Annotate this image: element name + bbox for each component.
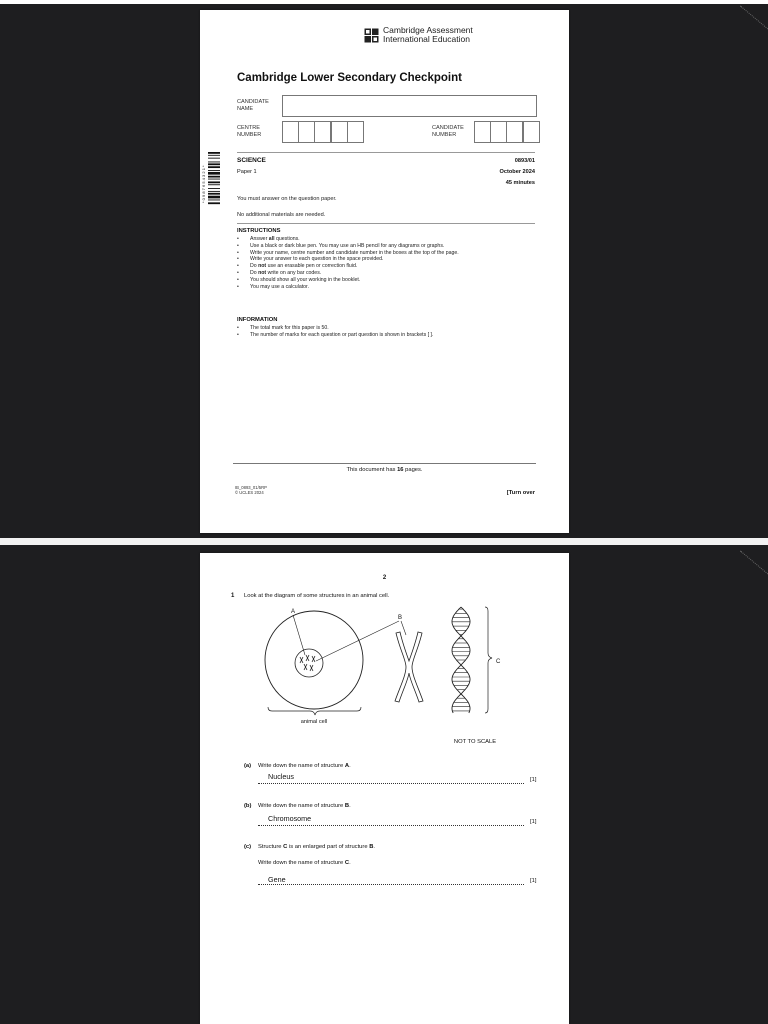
- barcode-bar: [208, 158, 220, 159]
- instruction-item: • Write your name, centre number and candidate number in the boxes at the top of the page.: [237, 250, 459, 257]
- cambridge-shield-icon: [364, 28, 379, 43]
- instruction-item: • Answer all questions.: [237, 236, 459, 243]
- answer-line[interactable]: [258, 783, 524, 784]
- instruction-item: • Write your answer to each question in the space provided.: [237, 256, 459, 263]
- barcode-bar: [208, 184, 220, 185]
- candidate-name-field[interactable]: [282, 95, 537, 117]
- cambridge-logo: [364, 26, 473, 44]
- no-materials-note: No additional materials are needed.: [237, 212, 326, 218]
- barcode-bar: [208, 152, 220, 154]
- cell-brace: [268, 707, 361, 715]
- information-item: • The total mark for this paper is 50.: [237, 325, 433, 332]
- exam-title: Cambridge Lower Secondary Checkpoint: [237, 72, 462, 84]
- information-heading: INFORMATION: [237, 317, 278, 323]
- answer-on-paper-note: You must answer on the question paper.: [237, 196, 337, 202]
- label-b-pointer-1: [316, 621, 399, 661]
- page-count-note: [200, 467, 569, 473]
- digit-box[interactable]: [490, 121, 507, 143]
- page-separator: [0, 0, 768, 4]
- nucleus: [295, 649, 323, 677]
- barcode-digits: [201, 150, 207, 218]
- logo-line-2: International Education: [383, 34, 470, 44]
- cell-caption: animal cell: [300, 719, 328, 725]
- part-label: (a): [244, 763, 252, 769]
- chromosomes-in-nucleus: [300, 655, 315, 671]
- digit-box[interactable]: [282, 121, 299, 143]
- exam-duration: 45 minutes: [505, 180, 535, 186]
- barcode-bar: [208, 176, 220, 178]
- mark-allocation: [1]: [530, 819, 537, 825]
- mark-allocation: [1]: [530, 878, 537, 884]
- candidate-name-label: CANDIDATE NAME: [237, 99, 269, 112]
- footer-divider: [233, 463, 536, 464]
- part-question-text: Structure C is an enlarged part of structure B.: [258, 844, 375, 850]
- chromosome: [395, 632, 423, 702]
- barcode: [208, 152, 220, 216]
- question-page: [200, 553, 569, 1024]
- answer-text[interactable]: Gene: [268, 875, 286, 884]
- cover-page: [200, 10, 569, 533]
- label-a: A: [291, 609, 296, 615]
- instruction-item: • You may use a calculator.: [237, 284, 459, 291]
- part-label: (b): [244, 803, 252, 809]
- mark-allocation: [1]: [530, 777, 537, 783]
- turn-over-note: [Turn over: [506, 490, 535, 496]
- digit-box[interactable]: [523, 121, 540, 143]
- label-b-pointer-2: [401, 621, 406, 635]
- part-label: (c): [244, 844, 252, 850]
- centre-number-label: CENTRE NUMBER: [237, 125, 262, 138]
- instruction-item: • Use a black or dark blue pen. You may use an HB pencil for any diagrams or graphs.: [237, 243, 459, 250]
- label-b: B: [398, 615, 403, 621]
- barcode-bar: [208, 196, 220, 199]
- information-item: • The number of marks for each question or part question is shown in brackets [ ].: [237, 332, 433, 339]
- barcode-bar: [208, 200, 220, 201]
- barcode-bar: [208, 172, 220, 175]
- page-separator: [0, 538, 768, 545]
- label-c: C: [496, 659, 501, 665]
- question-number: 1: [231, 593, 235, 599]
- copyright: © UCLES 2024: [235, 490, 264, 496]
- barcode-bar: [208, 188, 220, 189]
- barcode-bar: [208, 162, 220, 163]
- instruction-item: • Do not use an erasable pen or correction fluid.: [237, 263, 459, 270]
- divider: [237, 223, 535, 224]
- barcode-bar: [208, 170, 220, 171]
- page-number: 2: [382, 575, 387, 581]
- page-count-pre: This document has: [346, 467, 398, 473]
- page-count-post: pages.: [403, 467, 423, 473]
- brace-c: [485, 607, 492, 713]
- exam-date: October 2024: [499, 169, 535, 175]
- answer-line[interactable]: [258, 825, 524, 826]
- barcode-bar: [208, 179, 220, 180]
- instruction-item: • You should show all your working in the booklet.: [237, 277, 459, 284]
- part-question-text: Write down the name of structure A.: [258, 763, 351, 769]
- paper-number: Paper 1: [237, 169, 257, 175]
- barcode-bar: [208, 202, 220, 204]
- digit-box[interactable]: [298, 121, 315, 143]
- information-list: [237, 325, 433, 339]
- dna-double-helix: [452, 607, 470, 713]
- question-text: Look at the diagram of some structures in an animal cell.: [244, 593, 390, 599]
- document-code: IB_0893_01/5RP: [235, 485, 267, 490]
- document-codes: [235, 485, 267, 495]
- candidate-number-label: CANDIDATE NUMBER: [432, 125, 464, 138]
- digit-box[interactable]: [331, 121, 348, 143]
- barcode-bar: [208, 155, 220, 156]
- candidate-number-field[interactable]: [474, 121, 539, 143]
- label-a-pointer: [293, 615, 305, 655]
- instructions-list: [237, 236, 459, 290]
- paper-code: 0893/01: [514, 158, 535, 164]
- answer-line[interactable]: [258, 884, 524, 885]
- digit-box[interactable]: [474, 121, 491, 143]
- instruction-item: • Do not write on any bar codes.: [237, 270, 459, 277]
- part-question-text: Write down the name of structure B.: [258, 803, 351, 809]
- barcode-bar: [208, 181, 220, 183]
- corner-decoration: [739, 5, 768, 33]
- answer-text[interactable]: Chromosome: [268, 814, 312, 823]
- scale-note: NOT TO SCALE: [453, 739, 497, 745]
- corner-decoration: [739, 550, 768, 578]
- page-count-number: 16: [397, 467, 404, 473]
- barcode-bar: [208, 166, 220, 168]
- part-question-text: Write down the name of structure C.: [258, 860, 351, 866]
- barcode-bar: [208, 191, 220, 192]
- barcode-bar: [208, 193, 220, 195]
- logo-line-1: Cambridge Assessment: [383, 25, 473, 35]
- digit-box[interactable]: [506, 121, 523, 143]
- digit-box[interactable]: [347, 121, 364, 143]
- barcode-text: * 0 9 8 7 6 5 4 3 2 1 *: [201, 165, 206, 203]
- cell-structures-diagram: [260, 605, 510, 750]
- barcode-bar: [208, 163, 220, 165]
- divider: [237, 152, 535, 153]
- digit-box[interactable]: [314, 121, 331, 143]
- instructions-heading: INSTRUCTIONS: [237, 228, 281, 234]
- centre-number-field[interactable]: [282, 121, 363, 143]
- subject: SCIENCE: [237, 157, 266, 164]
- answer-text[interactable]: Nucleus: [268, 772, 294, 781]
